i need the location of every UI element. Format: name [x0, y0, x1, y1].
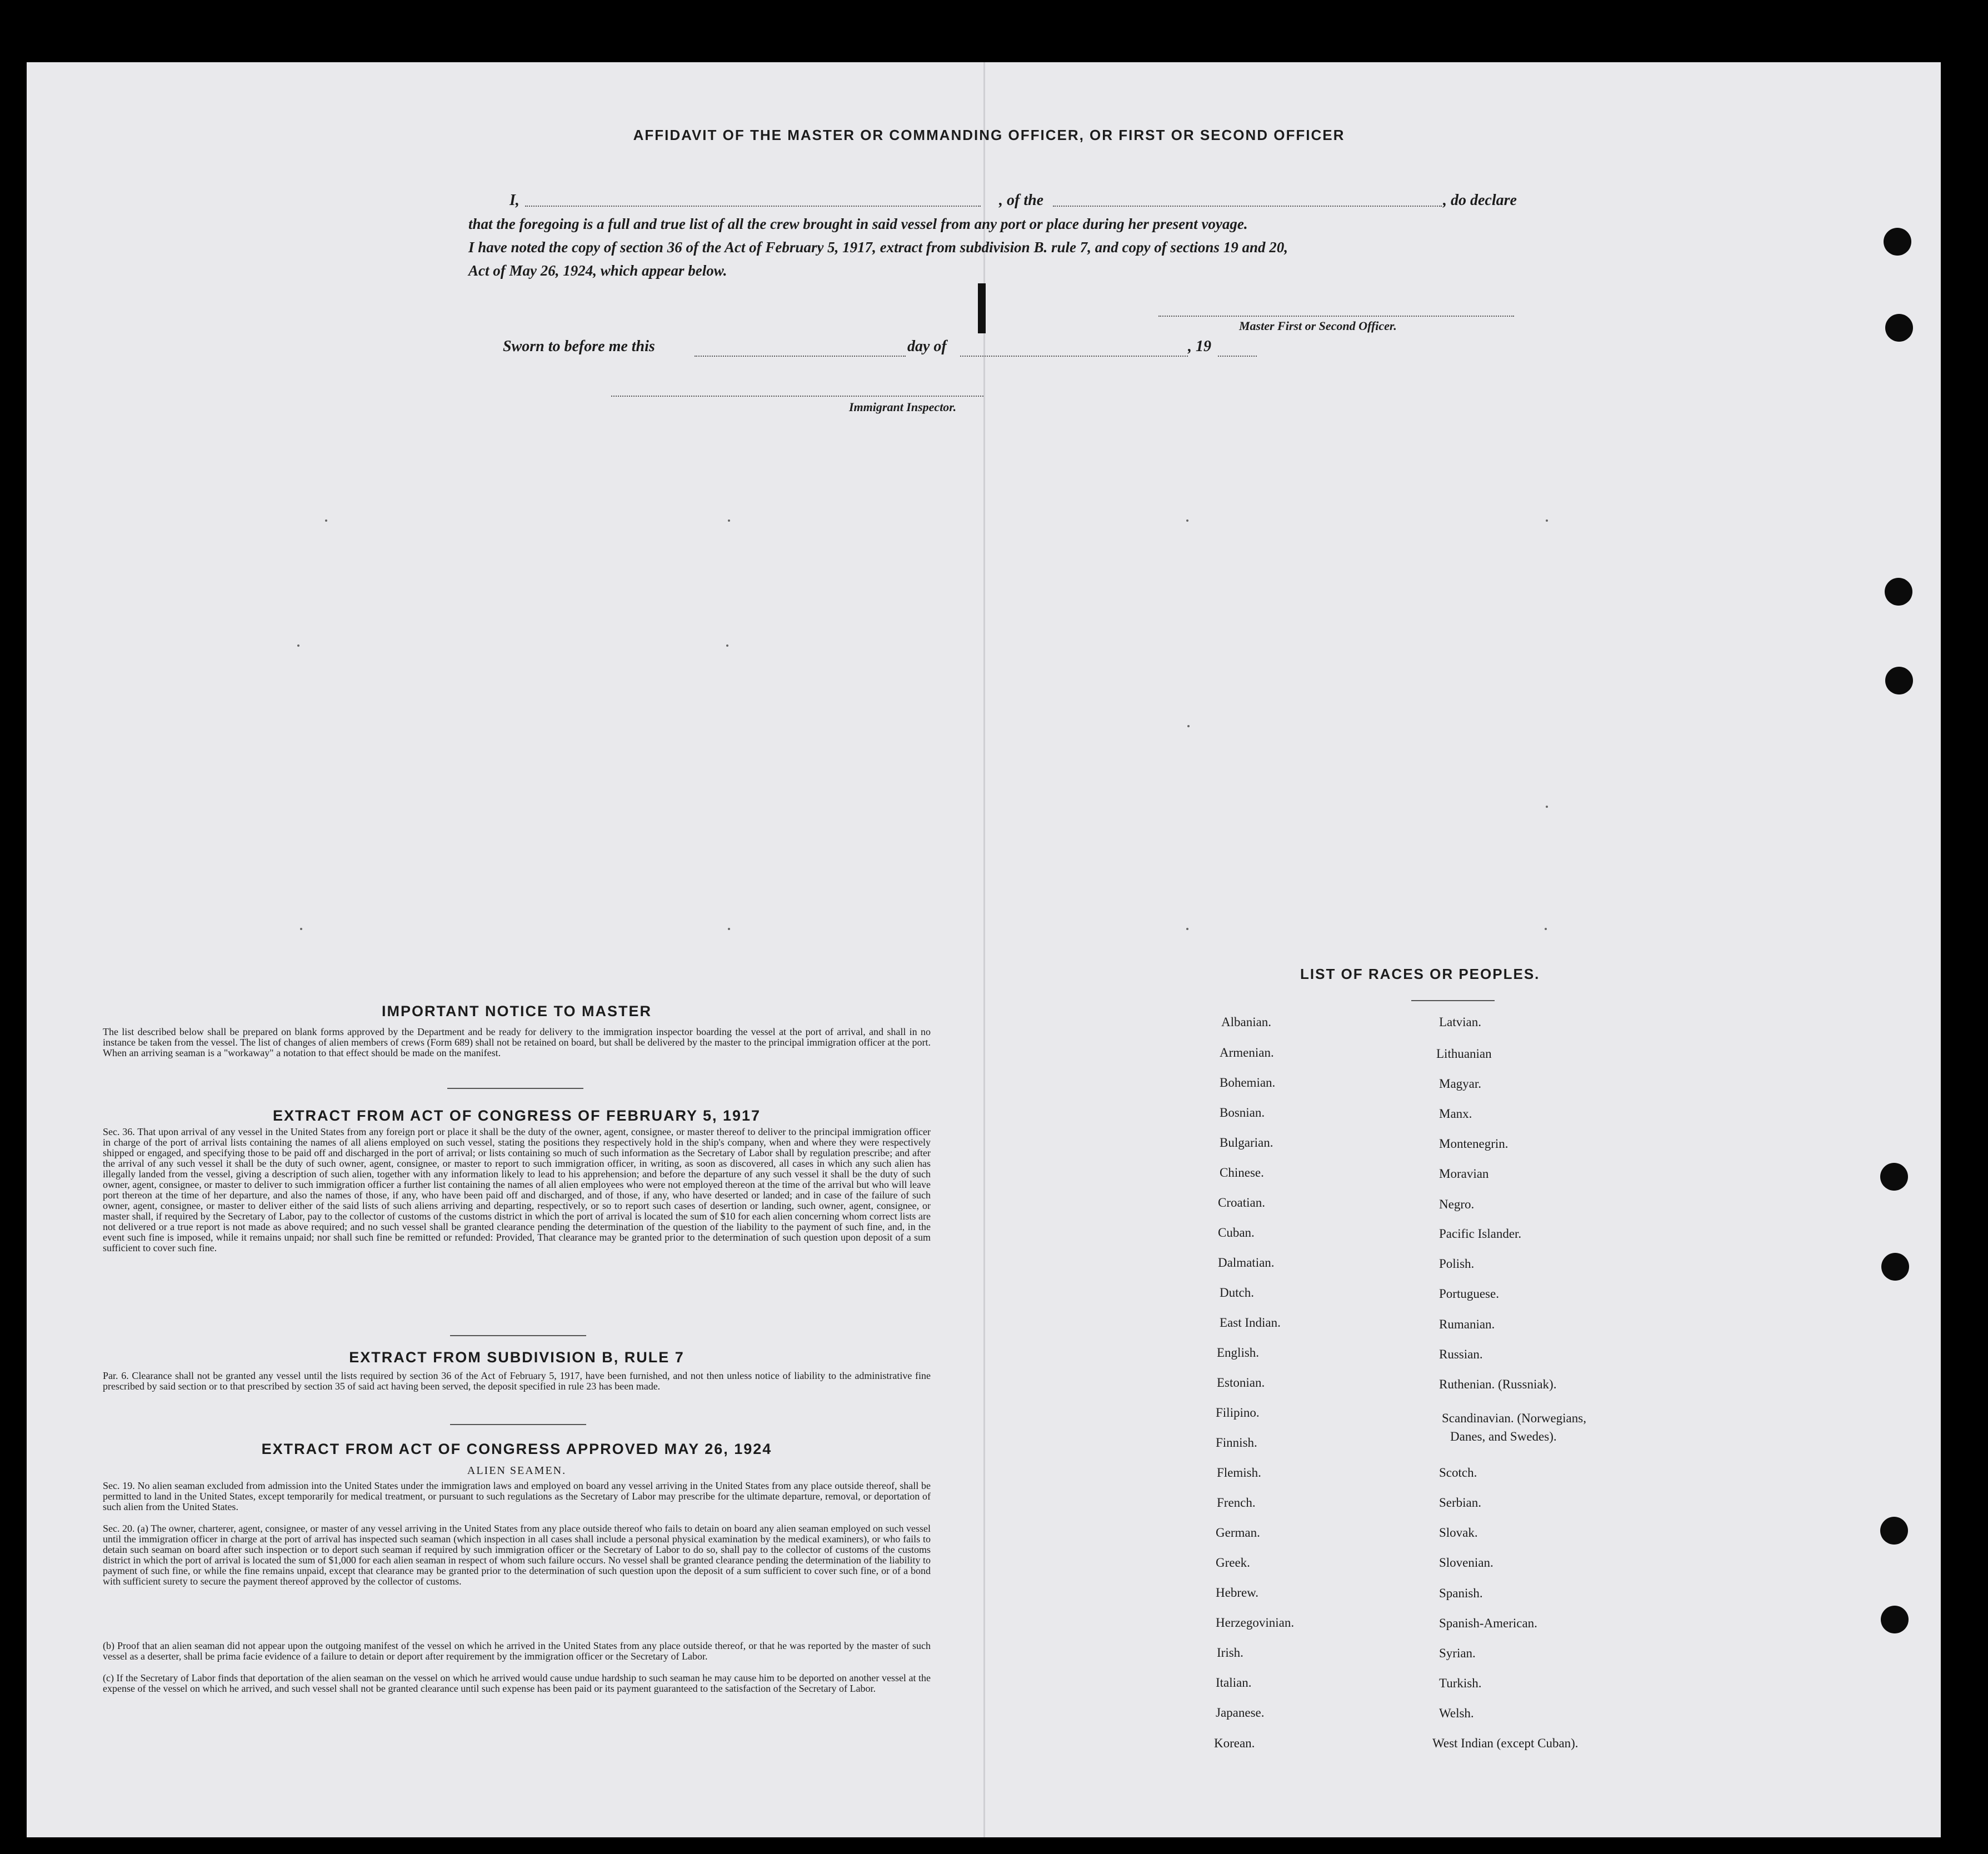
section-divider: [450, 1424, 586, 1425]
affidavit-text-line: that the foregoing is a full and true list of all the crew brought in said vessel from any port or place during her present voyage.: [468, 216, 1248, 232]
day-of-label: day of: [907, 338, 947, 355]
binder-hole: [1881, 1253, 1909, 1281]
race-item: Italian.: [1216, 1676, 1252, 1690]
race-item: Armenian.: [1220, 1046, 1274, 1060]
race-item: West Indian (except Cuban).: [1432, 1736, 1579, 1750]
race-item: Flemish.: [1217, 1466, 1261, 1480]
race-item: Pacific Islander.: [1439, 1227, 1522, 1241]
affidavit-text-line: Act of May 26, 1924, which appear below.: [468, 262, 727, 279]
sworn-day-field[interactable]: [695, 356, 906, 357]
race-item: Greek.: [1216, 1556, 1250, 1570]
grid-dot: [1187, 725, 1190, 727]
ink-mark: [978, 283, 986, 333]
affidavit-i-label: I,: [510, 192, 520, 209]
vessel-name-field[interactable]: [1053, 206, 1442, 207]
race-item: Montenegrin.: [1439, 1137, 1509, 1151]
grid-dot: [300, 928, 302, 930]
race-item: Scotch.: [1439, 1466, 1477, 1480]
binder-hole: [1884, 228, 1911, 256]
binder-hole: [1881, 1606, 1909, 1633]
race-item: Japanese.: [1216, 1706, 1265, 1720]
race-item: Cuban.: [1218, 1226, 1255, 1240]
race-item: Slovenian.: [1439, 1556, 1494, 1570]
race-item: Bohemian.: [1220, 1076, 1276, 1090]
race-item: Turkish.: [1439, 1676, 1482, 1690]
race-item: Moravian: [1439, 1167, 1489, 1181]
grid-dot: [726, 644, 728, 647]
section-divider: [450, 1335, 586, 1336]
section-divider: [447, 1088, 583, 1089]
race-item: Polish.: [1439, 1257, 1475, 1271]
race-item: Albanian.: [1221, 1015, 1272, 1029]
alien-seamen-subheading: ALIEN SEAMEN.: [467, 1465, 567, 1477]
grid-dot: [728, 928, 730, 930]
grid-dot: [728, 519, 730, 522]
affidavit-text-line: I have noted the copy of section 36 of the Act of February 5, 1917, extract from subdivision B. rule 7, and copy of sections 19 and 20,: [468, 239, 1288, 256]
race-item: Syrian.: [1439, 1646, 1476, 1660]
inspector-signature-field[interactable]: [611, 396, 983, 397]
races-heading: LIST OF RACES OR PEOPLES.: [1300, 966, 1540, 982]
extract-1917-text: Sec. 36. That upon arrival of any vessel in the United States from any foreign port or place it shall be the duty of the owner, agent, consignee, or master thereof to deliver to the principal immigration officer in charge of the port of arrival lists containing the names of all aliens employed on such vessel, stating the positions they respectively hold in the ship's company, when and where they were respectively shipped or engaged, and specifying those to be paid off and discharged in the port of arrival; or lists containing so much of such information as the Secretary of Labor shall by regulation prescribe; and after the arrival of any such vessel it shall be the duty of such owner, agent, consignee, or master to report to such immigration officer, in writing, as soon as discovered, all cases in which any such alien has illegally landed from the vessel, giving a description of such alien, together with any information likely to lead to his apprehension; and before the departure of any such vessel it shall be the duty of such owner, agent, consignee, or master to deliver to such immigration officer a further list containing the names of all alien employees who were not employed thereon at the time of the arrival but who will leave port thereon at the time of her departure, and also the names of those, if any, who have been paid off and discharged, and of those, if any, who have deserted or landed; and in case of the failure of such owner, agent, consignee, or master to deliver either of the said lists of such aliens arriving and departing, respectively, or so to report such cases of desertion or landing, such owner, agent, consignee, or master shall, if required by the Secretary of Labor, pay to the collector of customs of the customs district in which the port of arrival is located the sum of $10 for each alien concerning whom correct lists are not delivered or a true report is not made as above required; and no such vessel shall be granted clearance pending the determination of the question of the liability to the payment of such fine, and, in the event such fine is imposed, while it remains unpaid; nor shall such fine be remitted or refunded: Provided, That clearance may be granted prior to the determination of such question upon deposit of a sum sufficient to cover such fine.: [103, 1126, 931, 1253]
grid-dot: [1186, 928, 1188, 930]
race-item: Welsh.: [1439, 1706, 1474, 1720]
race-item: Dutch.: [1220, 1286, 1254, 1300]
race-item: Estonian.: [1217, 1376, 1265, 1390]
race-item: Rumanian.: [1439, 1317, 1495, 1331]
sec20a-text: Sec. 20. (a) The owner, charterer, agent, consignee, or master of any vessel arriving in the United States from any place outside thereof who fails to detain on board any alien seaman employed on such vessel until the immigration officer in charge at the port of arrival has inspected such seaman (which inspection in all cases shall include a personal physical examination by the medical examiners), or who fails to detain such seaman on board after such inspection or to deport such seaman if required by such immigration officer or the Secretary of Labor to do so, shall pay to the collector of customs of the customs district in which the port of arrival is located the sum of $1,000 for each alien seaman in respect of whom such failure occurs. No vessel shall be granted clearance pending the determination of the liability to payment of such fine, or while the fine remains unpaid, except that clearance may be granted prior to the determination of such question upon the deposit of a sum sufficient to cover such fine, or of a bond with sufficient surety to secure the payment thereof approved by the collector of customs.: [103, 1523, 931, 1587]
race-item: Bosnian.: [1220, 1106, 1265, 1120]
race-item: Magyar.: [1439, 1077, 1482, 1091]
race-item: Dalmatian.: [1218, 1256, 1275, 1270]
master-signature-label: Master First or Second Officer.: [1239, 319, 1397, 333]
race-item: Hebrew.: [1216, 1586, 1259, 1600]
race-item: Russian.: [1439, 1347, 1483, 1361]
grid-dot: [297, 644, 299, 647]
sworn-year-field[interactable]: [1218, 356, 1257, 357]
sworn-month-field[interactable]: [960, 356, 1188, 357]
inspector-signature-label: Immigrant Inspector.: [849, 400, 957, 414]
race-item: French.: [1217, 1496, 1256, 1510]
race-item: Finnish.: [1216, 1436, 1257, 1450]
race-item: Spanish-American.: [1439, 1616, 1537, 1630]
race-item: Lithuanian: [1436, 1047, 1492, 1061]
race-item: Slovak.: [1439, 1526, 1478, 1540]
binder-hole: [1880, 1517, 1908, 1545]
race-item: Serbian.: [1439, 1496, 1482, 1510]
grid-dot: [1186, 519, 1188, 522]
race-item: Filipino.: [1216, 1406, 1260, 1420]
race-item: English.: [1217, 1346, 1260, 1360]
race-item: Bulgarian.: [1220, 1136, 1273, 1150]
race-item: Manx.: [1439, 1107, 1472, 1121]
race-item: Danes, and Swedes).: [1450, 1430, 1557, 1443]
race-item: Ruthenian. (Russniak).: [1439, 1377, 1557, 1391]
race-item: Portuguese.: [1439, 1287, 1499, 1301]
sec20c-text: (c) If the Secretary of Labor finds that deportation of the alien seaman on the vessel on which he arrived would cause undue hardship to such seaman he may cause him to be deported on another vessel at the expense of the vessel on which he arrived, and such vessel shall not be granted clearance until such expense has been paid or its payment guaranteed to the satisfaction of the Secretary of Labor.: [103, 1672, 931, 1694]
race-item: Spanish.: [1439, 1586, 1483, 1600]
sec19-text: Sec. 19. No alien seaman excluded from admission into the United States under the immigration laws and employed on board any vessel arriving in the United States from any place outside thereof, shall be permitted to land in the United States, except temporarily for medical treatment, or pursuant to such regulations as the Secretary of Labor may prescribe for the ultimate departure, removal, or deportation of such alien from the United States.: [103, 1480, 931, 1512]
binder-hole: [1885, 667, 1913, 694]
extract-rule7-text: Par. 6. Clearance shall not be granted any vessel until the lists required by section 36 of the Act of February 5, 1917, have been furnished, and not then unless notice of liability to the administrative fine prescribed by said section or to that prescribed by section 35 of said act having been served, the deposit specified in rule 23 has been made.: [103, 1370, 931, 1392]
extract-1924-heading: EXTRACT FROM ACT OF CONGRESS APPROVED MAY 26, 1924: [261, 1441, 772, 1457]
extract-rule7-heading: EXTRACT FROM SUBDIVISION B, RULE 7: [349, 1349, 685, 1366]
race-item: Negro.: [1439, 1197, 1475, 1211]
race-item: Croatian.: [1218, 1196, 1265, 1210]
race-item: Scandinavian. (Norwegians,: [1442, 1411, 1586, 1425]
grid-dot: [325, 519, 327, 522]
sec20b-text: (b) Proof that an alien seaman did not appear upon the outgoing manifest of the vessel on which he arrived in the United States from any place outside thereof, or that he was reported by the master of such vessel as a deserter, shall be prima facie evidence of a failure to detain or deport after requirement by the immigration officer or the Secretary of Labor.: [103, 1640, 931, 1662]
grid-dot: [1546, 519, 1548, 522]
grid-dot: [1545, 928, 1547, 930]
race-item: East Indian.: [1220, 1316, 1281, 1330]
race-item: Korean.: [1214, 1736, 1255, 1750]
race-item: Latvian.: [1439, 1015, 1481, 1029]
binder-hole: [1885, 578, 1912, 606]
year-label: , 19: [1188, 338, 1211, 355]
extract-1917-heading: EXTRACT FROM ACT OF CONGRESS OF FEBRUARY 5, 1917: [272, 1107, 761, 1124]
affidavit-of-label: , of the: [999, 192, 1044, 209]
race-item: Chinese.: [1220, 1166, 1264, 1180]
binder-hole: [1880, 1163, 1908, 1191]
notice-heading: IMPORTANT NOTICE TO MASTER: [382, 1003, 652, 1020]
sworn-label: Sworn to before me this: [503, 338, 655, 355]
grid-dot: [1546, 806, 1548, 808]
notice-text: The list described below shall be prepared on blank forms approved by the Department and be ready for delivery to the immigration inspector boarding the vessel at the port of arrival, and shall in no instance be taken from the vessel. The list of changes of alien members of crews (Form 689) shall not be retained on board, but shall be delivered by the master to the principal immigration officer at the port. When an arriving seaman is a "workaway" a notation to that effect should be made on the manifest.: [103, 1026, 931, 1058]
declarant-name-field[interactable]: [525, 206, 981, 207]
race-item: Herzegovinian.: [1216, 1616, 1295, 1630]
race-item: Irish.: [1217, 1646, 1243, 1660]
master-signature-field[interactable]: [1158, 316, 1514, 317]
affidavit-declare-label: , do declare: [1443, 192, 1517, 209]
binder-hole: [1885, 314, 1913, 342]
races-divider: [1411, 1000, 1495, 1001]
affidavit-heading: AFFIDAVIT OF THE MASTER OR COMMANDING OFFICER, OR FIRST OR SECOND OFFICER: [633, 127, 1345, 143]
race-item: German.: [1216, 1526, 1260, 1540]
